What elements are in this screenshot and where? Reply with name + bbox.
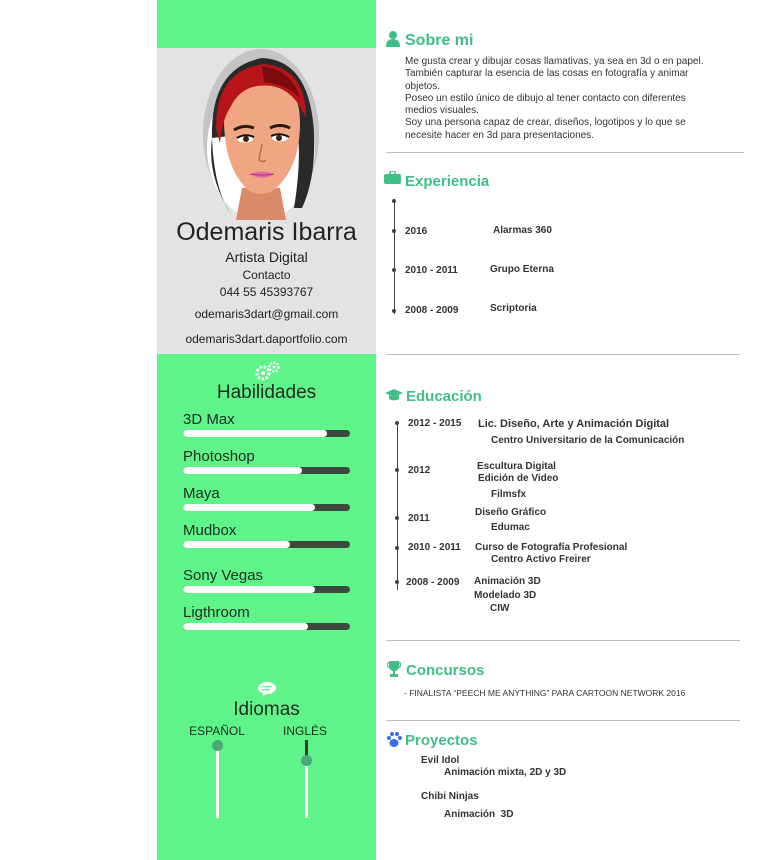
education-year: 2008 - 2009 — [406, 577, 460, 588]
projects-title: Proyectos — [405, 732, 478, 749]
trophy-icon — [387, 661, 401, 682]
divider — [386, 640, 740, 641]
skill-label: Photoshop — [183, 448, 255, 465]
languages-title: Idiomas — [233, 699, 300, 720]
skill-bar — [183, 541, 350, 548]
education-timeline — [397, 422, 398, 590]
education-school: Centro Universitario de la Comunicación — [491, 435, 685, 446]
avatar — [202, 48, 320, 220]
skill-bar — [183, 504, 350, 511]
skill-label: Maya — [183, 485, 220, 502]
language-label-spanish: ESPAÑOL — [189, 724, 245, 738]
language-label-english: INGLÉS — [282, 724, 327, 738]
education-school: Edumac — [491, 522, 530, 533]
experience-place: Grupo Eterna — [490, 264, 554, 275]
skill-bar-fill — [183, 541, 290, 548]
skill-label: Mudbox — [183, 522, 237, 539]
skill-bar-fill — [183, 586, 315, 593]
timeline-dot — [395, 516, 399, 520]
contact-label: Contacto — [242, 268, 291, 282]
skill-label: Ligthroom — [183, 604, 250, 621]
skill-bar — [183, 586, 350, 593]
skill-bar — [183, 430, 350, 437]
about-line: Soy una persona capaz de crear, diseños, logotipos y lo que se — [405, 117, 686, 129]
project-detail: Animación 3D — [444, 809, 514, 820]
timeline-dot — [395, 580, 399, 584]
skills-title: Habilidades — [216, 382, 317, 403]
skill-bar-fill — [183, 623, 308, 630]
project-name: Chibi Ninjas — [421, 791, 479, 802]
profile-role: Artista Digital — [225, 249, 308, 265]
about-line: necesite hacer en 3d para presentaciones. — [405, 129, 595, 141]
divider — [386, 152, 744, 153]
education-title-item: Curso de Fotografía Profesional — [475, 542, 628, 553]
education-title-item: Modelado 3D — [474, 590, 537, 601]
education-school: Filmsfx — [491, 489, 527, 500]
briefcase-icon — [384, 171, 401, 189]
about-line: También capturar la esencia de las cosas en fotografía y animar — [405, 68, 689, 80]
skill-bar-fill — [183, 430, 327, 437]
contact-portfolio[interactable]: odemaris3dart.daportfolio.com — [185, 332, 348, 346]
skill-bar-fill — [183, 467, 302, 474]
experience-year: 2016 — [405, 226, 428, 237]
education-title-item: Diseño Gráfico — [475, 507, 547, 518]
education-year: 2010 - 2011 — [408, 542, 461, 553]
divider — [386, 354, 740, 355]
contact-phone: 044 55 45393767 — [219, 285, 314, 299]
timeline-dot — [392, 229, 396, 233]
timeline-dot — [392, 268, 396, 272]
project-detail: Animación mixta, 2D y 3D — [444, 767, 567, 778]
about-line: Poseo un estilo único de dibujo al tener contacto con diferentes — [405, 92, 686, 104]
language-level-knob-english — [301, 755, 312, 766]
education-title-item: Animación 3D — [474, 576, 541, 587]
person-icon — [386, 31, 400, 52]
timeline-dot — [395, 421, 399, 425]
skill-bar-fill — [183, 504, 315, 511]
education-title-item: Edición de Video — [478, 473, 559, 484]
timeline-dot — [392, 309, 396, 313]
timeline-dot — [395, 468, 399, 472]
education-year: 2012 — [408, 465, 431, 476]
experience-year: 2008 - 2009 — [405, 305, 459, 316]
language-track-spanish — [216, 744, 219, 818]
skill-bar — [183, 623, 350, 630]
language-track-top — [305, 740, 308, 756]
language-level-knob-spanish — [212, 740, 223, 751]
project-name: Evil Idol — [421, 755, 460, 766]
education-title-item: Lic. Diseño, Arte y Animación Digital — [478, 418, 670, 430]
about-line: Me gusta crear y dibujar cosas llamativas, ya sea en 3d o en papel. — [405, 56, 704, 67]
experience-timeline — [394, 201, 395, 314]
contact-email[interactable]: odemaris3dart@gmail.com — [194, 307, 339, 321]
timeline-dot — [392, 199, 396, 203]
about-text — [405, 56, 740, 142]
experience-year: 2010 - 2011 — [405, 265, 458, 276]
experience-place: Scriptoria — [490, 303, 537, 314]
paw-print-icon — [386, 731, 402, 753]
contests-title: Concursos — [406, 662, 485, 679]
timeline-dot — [395, 546, 399, 550]
education-school: Centro Activo Freirer — [491, 554, 591, 565]
experience-place: Alarmas 360 — [493, 225, 552, 236]
skill-label: Sony Vegas — [183, 567, 264, 584]
education-year: 2012 - 2015 — [408, 418, 462, 429]
divider — [386, 720, 740, 721]
profile-name: Odemaris Ibarra — [176, 218, 357, 246]
experience-title: Experiencia — [405, 173, 490, 190]
skill-label: 3D Max — [183, 411, 235, 428]
skill-bar — [183, 467, 350, 474]
about-line: objetos. — [405, 80, 441, 92]
education-title-item: Escultura Digital — [477, 461, 556, 472]
graduation-cap-icon — [385, 389, 403, 407]
education-school: CIW — [490, 603, 510, 614]
education-title: Educación — [406, 388, 482, 405]
about-title: Sobre mi — [405, 32, 474, 49]
about-line: medios visuales. — [405, 105, 479, 117]
contest-item: - FINALISTA “PEECH ME ANYTHING” PARA CARTOON NETWORK 2016 — [404, 688, 686, 698]
education-year: 2011 — [408, 513, 430, 524]
